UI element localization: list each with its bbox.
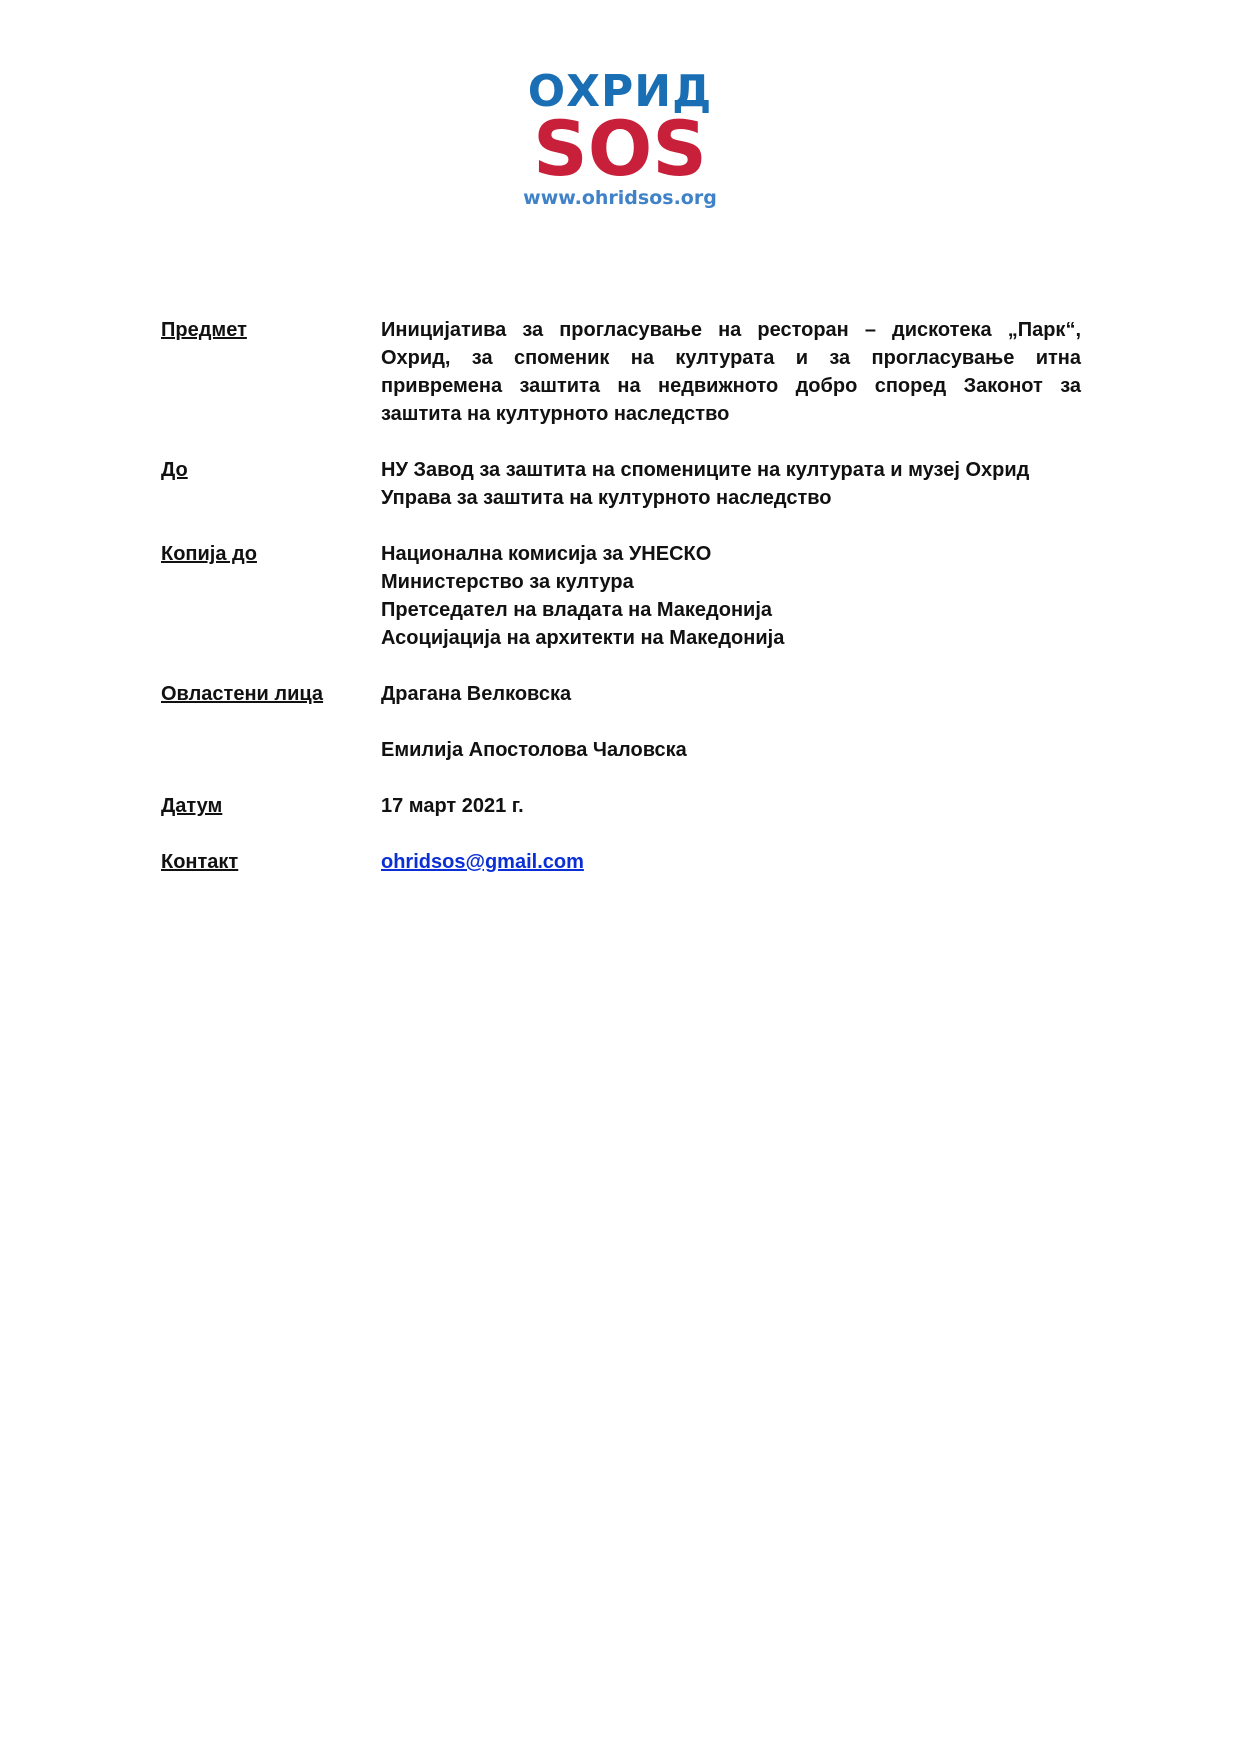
to-recipient: НУ Завод за заштита на спомениците на културата и музеј Охрид — [381, 459, 1030, 481]
contact-value — [381, 848, 1081, 876]
authorized-label: Овластени лица — [161, 683, 324, 705]
authorized-person: Емилија Апостолова Чаловска — [381, 739, 687, 761]
copy-value — [381, 540, 1081, 652]
date-label: Датум — [161, 795, 223, 817]
memo-row-date — [161, 792, 1081, 820]
authorized-value — [381, 680, 1081, 764]
copy-recipient: Претседател на владата на Македонија — [381, 599, 773, 621]
memo-row-contact — [161, 848, 1081, 876]
subject-value: Иницијатива за прогласување на ресторан – дискотека „Парк“, Охрид, за споменик на културата и за прогласување итна привремена заштита на недвижното добро според Законот за заштита на културното наследство — [381, 319, 1081, 425]
date-value: 17 март 2021 г. — [381, 795, 524, 817]
spacer — [381, 708, 1081, 736]
memo-row-copy — [161, 540, 1081, 652]
logo-website: www.ohridsos.org — [523, 187, 717, 209]
memo-row-to — [161, 456, 1081, 512]
contact-label: Контакт — [161, 851, 239, 873]
memo-header-table — [161, 316, 1081, 904]
to-label: До — [161, 459, 188, 481]
logo-title-ohrid: ОХРИД — [527, 66, 713, 117]
memo-row-subject — [161, 316, 1081, 428]
memo-row-authorized — [161, 680, 1081, 764]
copy-recipient: Национална комисија за УНЕСКО — [381, 543, 712, 565]
ohrid-sos-logo — [520, 66, 720, 220]
to-recipient: Управа за заштита на културното наследство — [381, 487, 832, 509]
copy-label: Копија до — [161, 543, 257, 565]
to-value — [381, 456, 1081, 512]
subject-label: Предмет — [161, 319, 247, 341]
authorized-person: Драгана Велковска — [381, 683, 572, 705]
copy-recipient: Министерство за култура — [381, 571, 634, 593]
logo-title-sos: SOS — [532, 104, 708, 193]
copy-recipient: Асоцијација на архитекти на Македонија — [381, 627, 785, 649]
contact-email-link[interactable]: ohridsos@gmail.com — [381, 851, 584, 873]
